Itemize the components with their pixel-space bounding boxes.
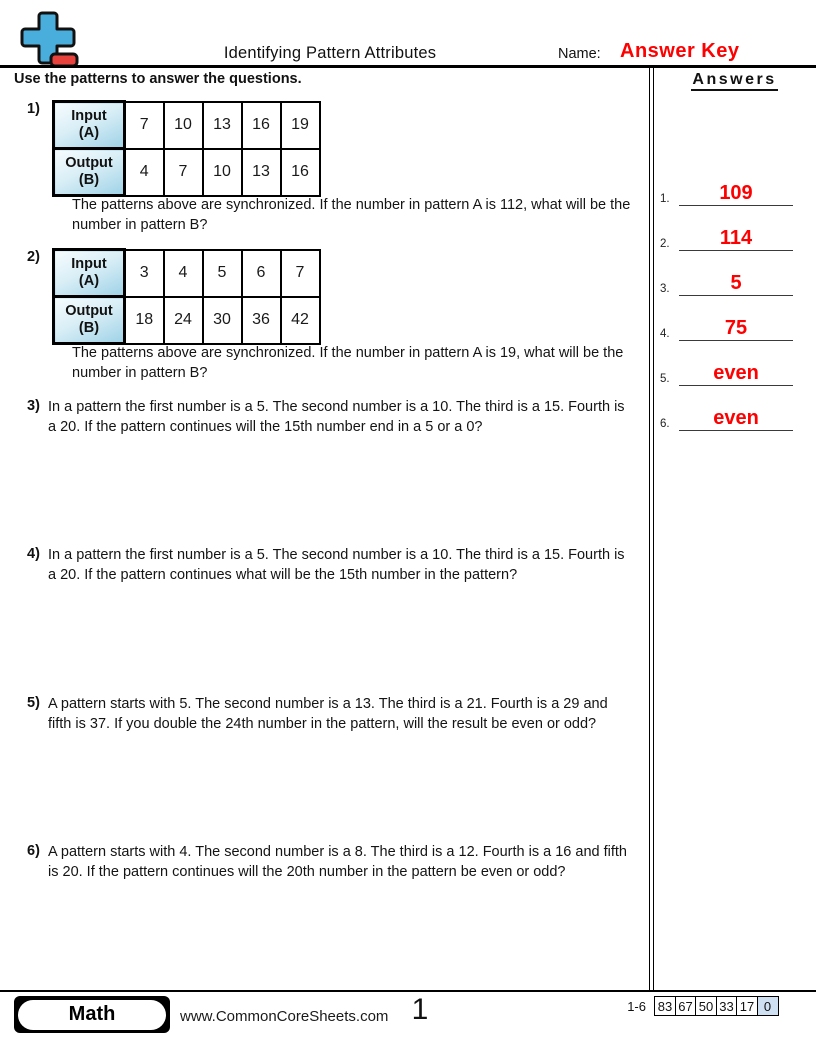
io-value-cell: 7 [164, 149, 203, 196]
answer-line [679, 310, 793, 341]
io-value-cell: 6 [242, 250, 281, 297]
page-title: Identifying Pattern Attributes [223, 44, 437, 62]
answer-value: even [713, 407, 759, 429]
answer-key-label: Answer Key [620, 40, 740, 62]
answer-number: 3. [660, 283, 670, 295]
io-table-1 [52, 100, 321, 197]
answer-item [656, 265, 802, 296]
table-row [54, 297, 320, 344]
io-value-cell: 19 [281, 102, 320, 149]
io-value-cell: 30 [203, 297, 242, 344]
question-number-5: 5) [27, 695, 40, 711]
question-number-1: 1) [27, 101, 40, 117]
answer-line [679, 400, 793, 431]
io-value-cell: 24 [164, 297, 203, 344]
question-number-2: 2) [27, 249, 40, 265]
question-text-3: In a pattern the first number is a 5. The second number is a 10. The third is a 15. Fourth is a 20. If the pattern continues will the 15th number end in a 5 or a 0? [48, 399, 625, 435]
question-text-1: The patterns above are synchronized. If the number in pattern A is 112, what will be the number in pattern B? [72, 197, 631, 233]
score-box: 83 [654, 996, 676, 1016]
answer-item [656, 220, 802, 251]
math-badge-label: Math [18, 1000, 166, 1030]
table-row [54, 102, 320, 149]
score-box-highlighted: 0 [757, 996, 779, 1016]
io-table-2 [52, 248, 321, 345]
output-header-cell: Output (B) [54, 297, 125, 344]
output-header-cell: Output (B) [54, 149, 125, 196]
table-row [54, 250, 320, 297]
answer-item [656, 355, 802, 386]
answer-number: 5. [660, 373, 670, 385]
answer-value: 5 [730, 272, 742, 294]
score-box: 67 [675, 996, 697, 1016]
io-value-cell: 13 [242, 149, 281, 196]
answer-value: 75 [724, 317, 748, 339]
answer-number: 1. [660, 193, 670, 205]
question-text-6: A pattern starts with 4. The second number is a 8. The third is a 12. Fourth is a 16 and fifth is 20. If the pattern continues will the 20th number in the pattern be even or odd? [48, 844, 627, 880]
answer-line [679, 265, 793, 296]
answer-line [679, 175, 793, 206]
answers-panel [653, 68, 816, 988]
answer-value: even [713, 362, 759, 384]
io-value-cell: 18 [125, 297, 164, 344]
question-text-4: In a pattern the first number is a 5. The second number is a 10. The third is a 15. Fourth is a 20. If the pattern continues what will be the 15th number in the pattern? [48, 547, 625, 583]
answer-line [679, 355, 793, 386]
score-box: 50 [695, 996, 717, 1016]
io-value-cell: 13 [203, 102, 242, 149]
answer-number: 6. [660, 418, 670, 430]
io-value-cell: 5 [203, 250, 242, 297]
io-value-cell: 42 [281, 297, 320, 344]
question-text-5: A pattern starts with 5. The second number is a 13. The third is a 21. Fourth is a 29 and fifth is 37. If you double the 24th number in the pattern, will the result be even or odd? [48, 696, 608, 732]
io-value-cell: 10 [203, 149, 242, 196]
io-value-cell: 36 [242, 297, 281, 344]
io-value-cell: 16 [281, 149, 320, 196]
answer-value: 109 [719, 182, 753, 204]
commoncoresheets-logo [16, 10, 80, 70]
io-value-cell: 4 [164, 250, 203, 297]
answer-number: 2. [660, 238, 670, 250]
io-value-cell: 16 [242, 102, 281, 149]
answer-line [679, 220, 793, 251]
answer-number: 4. [660, 328, 670, 340]
answers-title: Answers [653, 71, 816, 89]
name-label: Name: [558, 46, 601, 62]
io-value-cell: 3 [125, 250, 164, 297]
score-box: 17 [736, 996, 758, 1016]
plus-minus-icon [16, 10, 80, 70]
score-range-label: 1-6 [627, 999, 646, 1014]
answer-item [656, 310, 802, 341]
input-header-cell: Input (A) [54, 102, 125, 149]
footer-rule [0, 990, 816, 992]
question-text-2: The patterns above are synchronized. If the number in pattern A is 19, what will be the number in pattern B? [72, 345, 624, 381]
question-number-3: 3) [27, 398, 40, 414]
math-badge [14, 996, 170, 1033]
instruction-text: Use the patterns to answer the questions. [14, 71, 302, 87]
answer-value: 114 [719, 227, 753, 249]
answer-item [656, 400, 802, 431]
question-number-6: 6) [27, 843, 40, 859]
io-value-cell: 7 [281, 250, 320, 297]
input-header-cell: Input (A) [54, 250, 125, 297]
question-number-4: 4) [27, 546, 40, 562]
score-box: 33 [716, 996, 738, 1016]
io-value-cell: 7 [125, 102, 164, 149]
page-number: 1 [411, 993, 429, 1026]
io-value-cell: 10 [164, 102, 203, 149]
table-row [54, 149, 320, 196]
answer-item [656, 175, 802, 206]
site-url: www.CommonCoreSheets.com [180, 1008, 389, 1025]
score-table [654, 996, 779, 1016]
io-value-cell: 4 [125, 149, 164, 196]
